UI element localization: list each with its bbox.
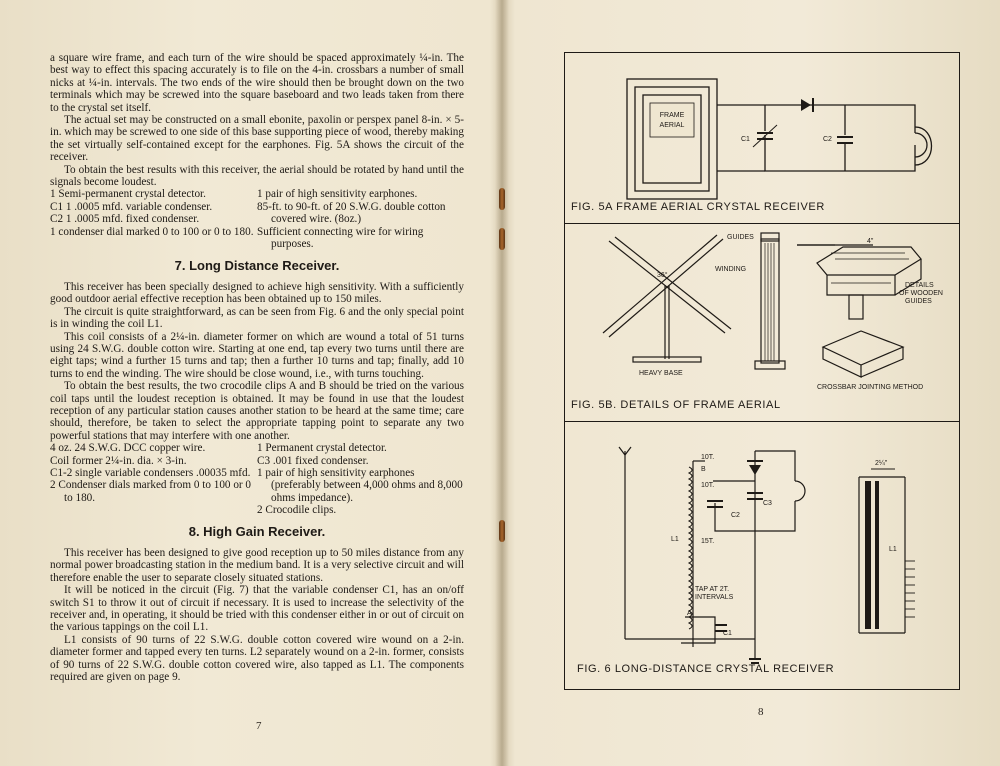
part-item: Sufficient connecting wire for wiring purposes.	[257, 225, 424, 251]
figure-6-caption: FIG. 6 LONG-DISTANCE CRYSTAL RECEIVER	[577, 663, 835, 675]
c1-label: C1	[741, 136, 750, 143]
c2-label: C2	[731, 512, 740, 519]
frame-aerial-label: AERIAL	[659, 122, 685, 129]
figure-5b-panel	[565, 223, 959, 422]
part-item: C1 1 .0005 mfd. variable condenser.	[50, 200, 213, 213]
paragraph-7a: This receiver has been specially designed to achieve high sensitivity. With a sufficiently good outdoor aerial effective reception has been obtained up to 150 miles.	[50, 280, 464, 306]
part-item: 1 pair of high sensitivity earphones.	[257, 188, 418, 201]
figure-5b-caption: FIG. 5B. DETAILS OF FRAME AERIAL	[571, 399, 781, 411]
paragraph-8c: L1 consists of 90 turns of 22 S.W.G. double cotton covered wire wound on a 2-in. diameter former and tapped every ten turns. L2 separately wound on a 2-in. former, consists of 90 turns of 22 S.W.G. double cotton covered wire, also tapped as L1. The components required are given on page 9.	[50, 633, 464, 684]
clip-b-label: B	[701, 466, 706, 473]
c1-label: C1	[723, 630, 732, 637]
paragraph-frame-wire: a square wire frame, and each turn of the wire should be spaced approximately ¼-in. The best way to effect this spacing accurately is to file on the 4-in. crossbars a number of small nicks at ¼-in. intervals. The two ends of the wire should then be brought down on the two terminals which may be screwed into the square baseboard and two leads taken from there to the crystal set itself.	[50, 52, 464, 114]
figure-5a-panel	[565, 53, 959, 224]
paragraph-8a: This receiver has been designed to give good reception up to 50 miles distance from any normal power broadcasting station in the medium band. It is a very selective circuit and will therefore enable the user to separate closely situated stations.	[50, 547, 464, 584]
details-label: GUIDES	[905, 298, 932, 305]
parts-column-left	[50, 442, 257, 516]
coil-diameter-label: 2¼"	[875, 460, 888, 467]
winding-label: WINDING	[715, 266, 747, 273]
tap-10t-label: 10T.	[701, 454, 715, 461]
parts-column-right	[257, 442, 464, 516]
heading-high-gain-receiver: 8. High Gain Receiver.	[188, 523, 326, 539]
tap-interval-label: TAP AT 2T.	[695, 586, 730, 593]
paragraph-best-results: To obtain the best results with this receiver, the aerial should be rotated by hand until the signals become loudest.	[50, 163, 464, 189]
angle-label: 36°	[657, 272, 668, 279]
figure-5a-caption: FIG. 5A FRAME AERIAL CRYSTAL RECEIVER	[571, 201, 825, 213]
part-item: 1 condenser dial marked 0 to 100 or 0 to 180.	[50, 225, 254, 238]
frame-aerial-label: FRAME	[659, 112, 685, 119]
staple-bottom	[499, 520, 505, 542]
details-label: OF WOODEN	[899, 290, 943, 297]
part-item: C3 .001 fixed condenser.	[257, 454, 369, 467]
part-item: 1 Semi-permanent crystal detector.	[50, 188, 206, 201]
paragraph-7b: The circuit is quite straightforward, as can be seen from Fig. 6 and the only special point is in winding the coil L1.	[50, 305, 464, 331]
coil-l1-label: L1	[671, 536, 679, 543]
c3-label: C3	[763, 500, 772, 507]
frame-aerial-details-drawing	[565, 223, 959, 421]
heavy-base-label: HEAVY BASE	[639, 370, 683, 377]
paragraph-panel-base: The actual set may be constructed on a small ebonite, paxolin or perspex panel 8-in. × 5-in. which may be screwed to one side of this base supporting piece of wood, thereby making the set virtually self-contained except for the earphones. Fig. 5A shows the circuit of the receiver.	[50, 114, 464, 164]
tap-10t-label: 10T.	[701, 482, 715, 489]
part-item: 85-ft. to 90-ft. of 20 S.W.G. double cotton covered wire. (8oz.)	[257, 200, 446, 226]
coil-l1-label: L1	[889, 546, 897, 553]
staple-mid	[499, 228, 505, 250]
guides-label: GUIDES	[727, 234, 754, 241]
page-number-right: 8	[758, 706, 764, 718]
part-item: C2 1 .0005 mfd. fixed condenser.	[50, 213, 200, 226]
heading-long-distance-receiver: 7. Long Distance Receiver.	[174, 257, 340, 273]
parts-list-long-distance	[50, 442, 464, 516]
staple-top	[499, 188, 505, 210]
tap-interval-label: INTERVALS	[695, 594, 734, 601]
paragraph-7c: This coil consists of a 2¼-in. diameter former on which are wound a total of 51 turns using 24 S.W.G. double cotton wire. Starting at one end, tap every two turns until there are eight taps; wind a further 15 turns and tap; then a further 10 turns and tap; finally, add 10 turns to end the winding. The wire should be close wound, i.e., with turns touching.	[50, 330, 464, 380]
frame-aerial-circuit-diagram	[565, 53, 959, 223]
parts-column-right	[257, 188, 464, 250]
part-item: 1 Permanent crystal detector.	[257, 442, 387, 455]
details-label: DETAILS	[905, 282, 934, 289]
figure-plate	[564, 52, 960, 690]
crossbar-jointing-label: CROSSBAR JOINTING METHOD	[817, 384, 924, 391]
parts-column-left	[50, 188, 257, 250]
left-page-text	[50, 52, 464, 684]
dimension-4in-label: 4"	[867, 238, 874, 245]
parts-list-frame-receiver	[50, 188, 464, 250]
tap-15t-label: 15T.	[701, 538, 715, 545]
figure-6-panel	[565, 421, 959, 689]
part-item: 2 Crocodile clips.	[257, 504, 337, 517]
paragraph-7d: To obtain the best results, the two crocodile clips A and B should be tried on the various coil taps until the loudest reception is obtained. It may be found in use that the loudest reception of any particular station causes another station to be heard at the same time; care should, therefore, be taken to select the appropriate tapping point to separate any two powerful stations that may interfere with one another.	[50, 380, 464, 442]
part-item: Coil former 2¼-in. dia. × 3-in.	[50, 454, 187, 467]
book-gutter	[495, 0, 509, 766]
part-item: 4 oz. 24 S.W.G. DCC copper wire.	[50, 442, 206, 455]
paragraph-8b: It will be noticed in the circuit (Fig. 7) that the variable condenser C1, has an on/off switch S1 to throw it out of circuit if necessary. It is used to increase the selectivity of the receiver and, in operating, it should be tried with this condenser either in or out of circuit on the various tappings on the coil L1.	[50, 584, 464, 634]
part-item: 2 Condenser dials marked from 0 to 100 or 0 to 180.	[50, 479, 252, 504]
part-item: C1-2 single variable condensers .00035 mfd.	[50, 467, 251, 479]
part-item: 1 pair of high sensitivity earphones (preferably between 4,000 ohms and 8,000 ohms impedance).	[257, 467, 463, 504]
long-distance-circuit-diagram	[565, 421, 959, 689]
c2-label: C2	[823, 136, 832, 143]
page-number-left: 7	[256, 720, 262, 732]
clip-a-label: A	[687, 610, 692, 617]
